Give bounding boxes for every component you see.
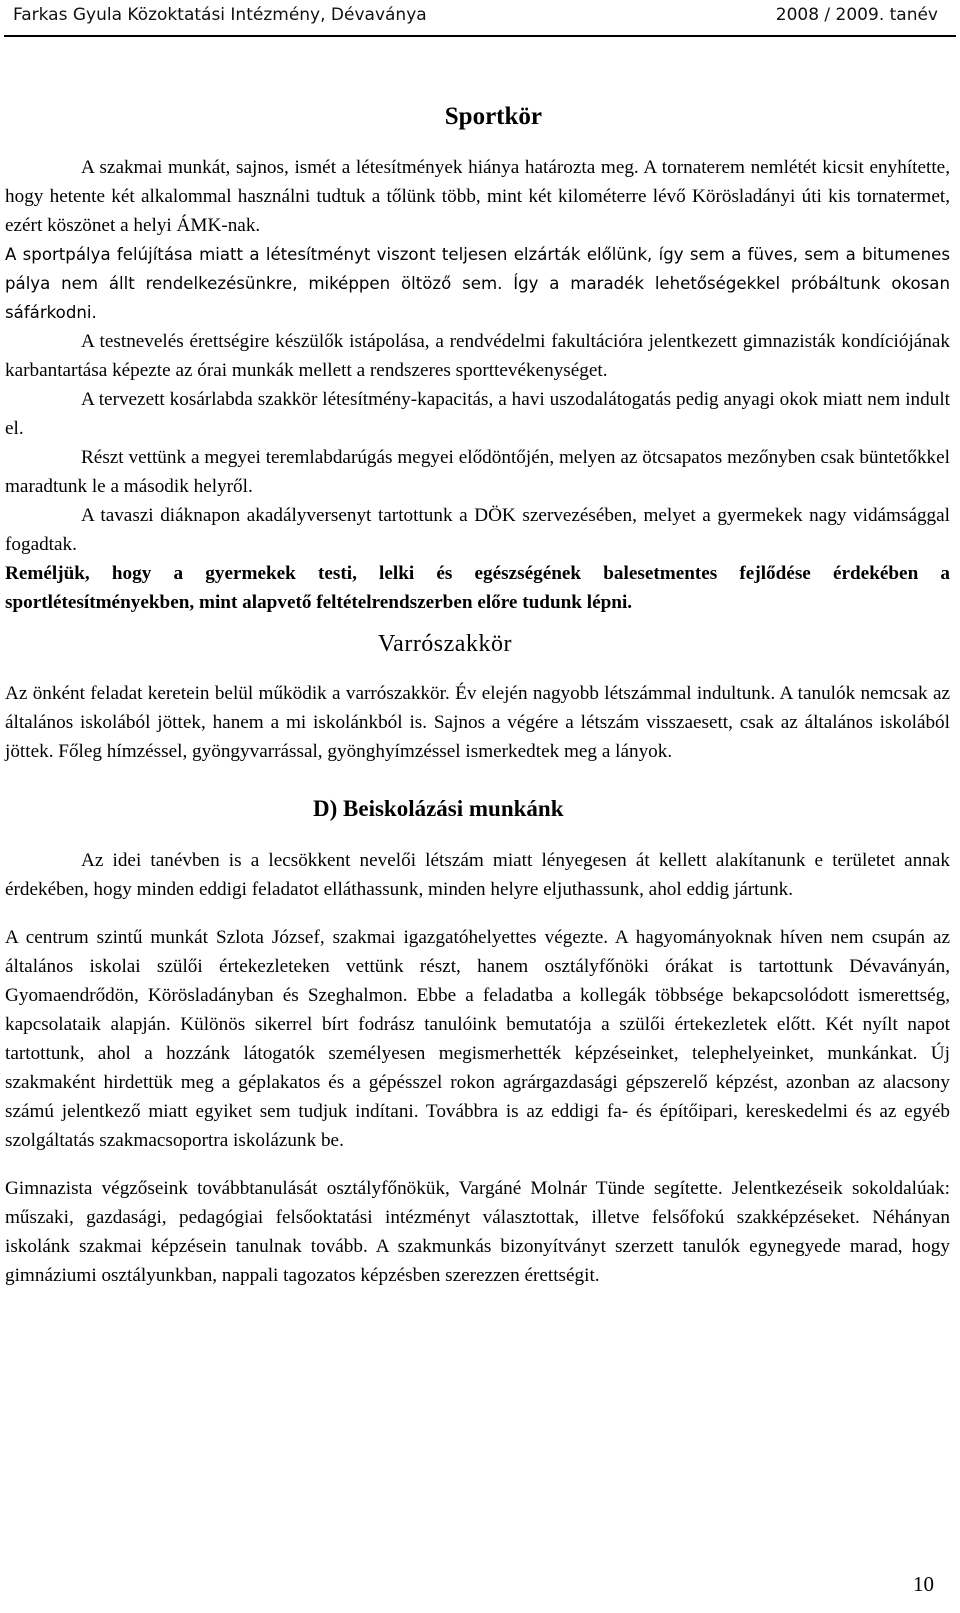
document-body [5,100,950,1290]
page-number: 10 [913,1572,934,1596]
header-school-year: 2008 / 2009. tanév [775,5,938,25]
sportkor-paragraph-2: A testnevelés érettségire készülők istápolása, a rendvédelmi fakultációra jelentkezett gimnazisták kondíciójának karbantartása képezte az órai munkák mellett a rendszeres sporttevékenységet. [5,331,950,381]
header-divider [4,35,956,37]
beiskolazas-paragraph-3: Gimnazista végzőseink továbbtanulását osztályfőnökük, Vargáné Molnár Tünde segítette. Jelentkezéseik sokoldalúak: műszaki, gazdasági, pedagógiai felsőoktatási intézményt választottak, illetve felsőfokú szakképzéseket. Néhányan iskolánk szakmai képzésein tanulnak tovább. A szakmunkás bizonyítványt szerzett tanulók egynegyede marad, hogy gimnáziumi osztályunkban, nappali tagozatos képzésben szerezzen érettségit. [5,1178,950,1286]
sportkor-paragraph-4: Részt vettünk a megyei teremlabdarúgás megyei elődöntőjén, melyen az ötcsapatos mezőnyben csak büntetőkkel maradtunk le a második helyről. [5,447,950,497]
sportkor-paragraph-5: A tavaszi diáknapon akadályversenyt tartottunk a DÖK szervezésében, melyet a gyermekek nagy vidámsággal fogadtak. [5,505,950,555]
beiskolazas-paragraph-2: A centrum szintű munkát Szlota József, szakmai igazgatóhelyettes végezte. A hagyományoknak híven nem csupán az általános iskolai szülői értekezleteken vettünk részt, hanem osztályfőnöki órákat is tartottunk Dévaványán, Gyomaendrődön, Körösladányban és Szeghalmon. Ebbe a feladatba a kollegák többsége bekapcsolódott ismerettség, kapcsolataik alapján. Különös sikerrel bírt fodrász tanulóink bemutatója a szülői értekezletek előtt. Két nyílt napot tartottunk, ahol a hozzánk látogatók személyesen megismerhették képzéseinket, telephelyeinket, munkánkat. Új szakmaként hirdettük meg a géplakatos és a gépésszel rokon agrárgazdasági gépszerelő képzést, azonban az alacsony számú jelentkező miatt egyiket sem tudjuk indítani. Továbbra is az eddigi fa- és építőipari, kereskedelmi és az egyéb szolgáltatás szakmacsoportra iskolázunk be. [5,927,950,1151]
page-header [0,0,960,37]
sportkor-paragraph-1: A szakmai munkát, sajnos, ismét a létesítmények hiánya határozta meg. A tornaterem nemlétét kicsit enyhítette, hogy hetente két alkalommal használni tudtuk a tőlünk több, mint két kilométerre lévő Körösladányi úti kis tornatermet, ezért köszönet a helyi ÁMK-nak. [5,157,950,236]
section-title-beiskolazas: D) Beiskolázási munkánk [313,796,564,821]
section-title-varroszakkor: Varrószakkör [378,631,512,657]
header-institution: Farkas Gyula Közoktatási Intézmény, Dévaványa [13,5,427,25]
beiskolazas-paragraph-1: Az idei tanévben is a lecsökkent nevelői létszám miatt lényegesen át kellett alakítanunk e területet annak érdekében, hogy minden eddigi feladatot elláthassunk, minden helyre eljuthassunk, ahol eddig jártunk. [5,850,950,900]
varroszakkor-paragraph-1: Az önként feladat keretein belül működik a varrószakkör. Év elején nagyobb létszámmal indultunk. A tanulók nemcsak az általános iskolából jöttek, hanem a mi iskolánkból is. Sajnos a végére a létszám visszaesett, csak az általános iskolából jöttek. Főleg hímzéssel, gyöngyvarrással, gyönghyímzéssel ismerkedtek meg a lányok. [5,683,950,762]
sportkor-paragraph-6: Reméljük, hogy a gyermekek testi, lelki és egészségének balesetmentes fejlődése érdekében a sportlétesítményekben, mint alapvető feltételrendszerben előre tudunk lépni. [5,563,950,613]
sportkor-paragraph-1b: A sportpálya felújítása miatt a létesítményt viszont teljesen elzárták előlünk, így sem a füves, sem a bitumenes pálya nem állt rendelkezésünkre, miképpen öltöző sem. Így a maradék lehetőségekkel próbáltunk okosan sáfárkodni. [5,245,950,322]
sportkor-paragraph-3: A tervezett kosárlabda szakkör létesítmény-kapacitás, a havi uszodalátogatás pedig anyagi okok miatt nem indult el. [5,389,950,439]
section-title-sportkor: Sportkör [444,103,542,130]
